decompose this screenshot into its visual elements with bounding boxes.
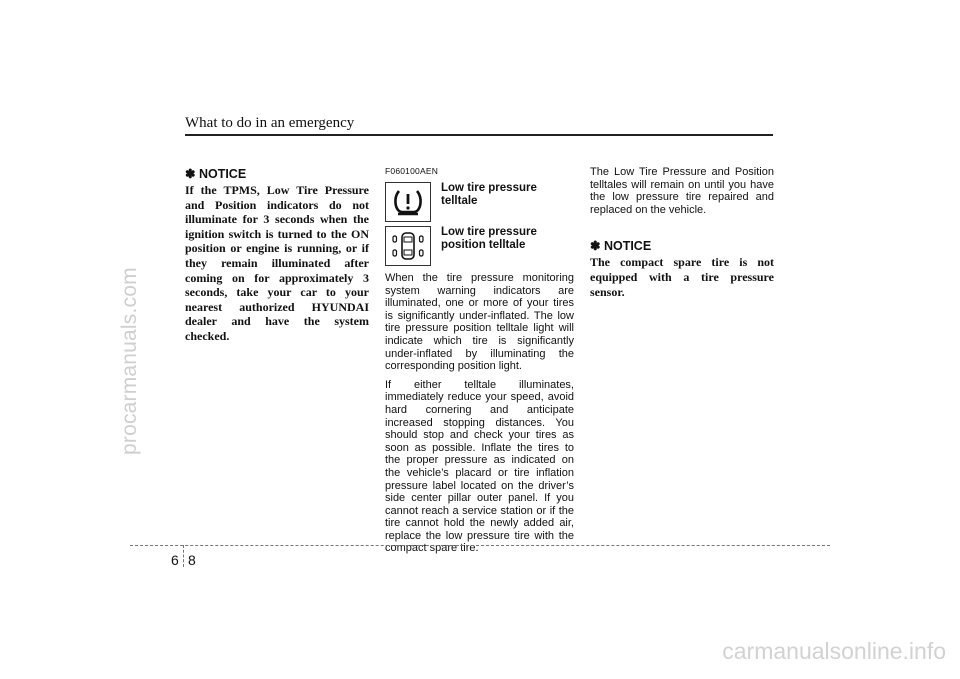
column-left <box>185 166 369 344</box>
notice-heading-spare: ✽ NOTICE <box>590 239 652 254</box>
telltale-position <box>385 226 574 266</box>
tire-position-icon <box>385 226 431 266</box>
column-right <box>590 166 774 299</box>
footer-rule <box>130 545 830 546</box>
bottom-watermark: carmanualsonline.info <box>722 638 946 664</box>
notice-heading: ✽ NOTICE <box>185 167 247 181</box>
chapter-number: 6 <box>171 552 179 568</box>
page-number: 8 <box>188 552 196 568</box>
telltale-low-pressure <box>385 182 574 222</box>
paragraph-telltale-action: If either telltale illuminates, immediately reduce your speed, avoid hard cornering and anticipate increased stopping distances. You should stop and check your tires as soon as possible. Inflate the tires to the proper pressure as indicated on the vehicle’s placard or tire inflation pressure label located on the driver’s side center pillar outer panel. If you cannot reach a service station or if the tire cannot hold the newly added air, replace the low pressure tire with the compact spare tire. <box>385 378 574 555</box>
page-number-separator <box>183 545 184 567</box>
paragraph-warning-indicators: When the tire pressure monitoring system warning indicators are illuminated, one or more of your tires is significantly under-inflated. The low tire pressure position telltale light will indicate which tire is significantly under-inflated by illuminating the corresponding position light. <box>385 272 574 373</box>
notice-text-spare: The compact spare tire is not equipped with a tire pressure sensor. <box>590 255 774 299</box>
section-title: What to do in an emergency <box>185 115 355 131</box>
paragraph-telltales-remain: The Low Tire Pressure and Position telltales will remain on until you have the low pressure tire repaired and replaced on the vehicle. <box>590 166 774 216</box>
tire-pressure-warning-icon <box>385 182 431 222</box>
figure-code: F060100AEN <box>385 166 439 176</box>
telltale-label-position: Low tire pressure position telltale <box>441 226 537 251</box>
column-middle <box>385 166 574 555</box>
side-watermark: procarmanuals.com <box>118 267 141 455</box>
telltale-label-low-pressure: Low tire pressure telltale <box>441 182 537 207</box>
notice-text: If the TPMS, Low Tire Pressure and Position indicators do not illuminate for 3 seconds when the ignition switch is turned to the ON position or engine is running, or if they remain illuminated after coming on for approximately 3 seconds, take your car to your nearest authorized HYUNDAI dealer and have the system checked. <box>185 183 369 343</box>
header-rule <box>185 134 773 136</box>
